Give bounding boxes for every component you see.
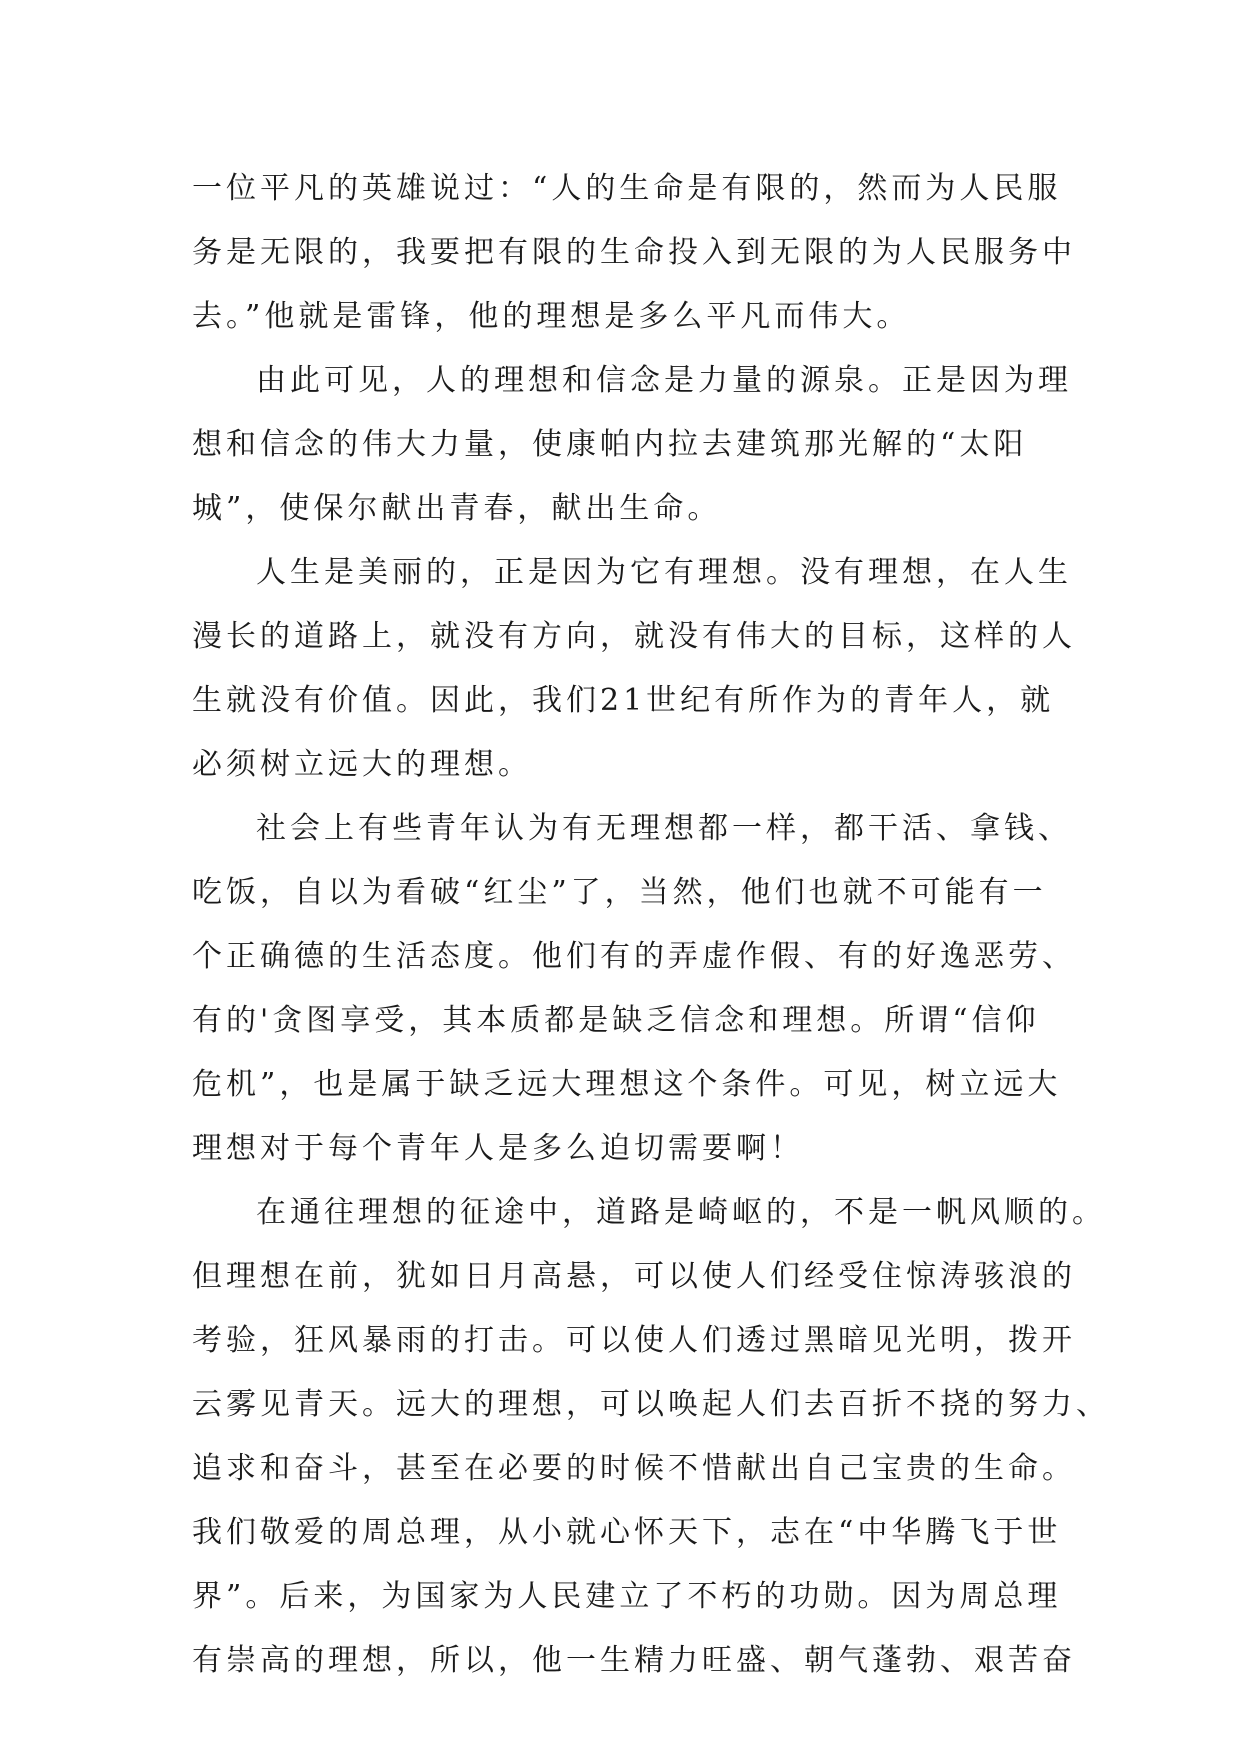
text-line: 漫长的道路上，就没有方向，就没有伟大的目标，这样的人	[192, 619, 1076, 654]
paragraph	[192, 1181, 1110, 1693]
text-line: 危机”，也是属于缺乏远大理想这个条件。可见，树立远大	[192, 1067, 1062, 1102]
text-line: 我们敬爱的周总理，从小就心怀天下，志在“中华腾飞于世	[192, 1515, 1062, 1550]
text-line: 人生是美丽的，正是因为它有理想。没有理想，在人生	[256, 555, 1072, 590]
text-line: 界”。后来，为国家为人民建立了不朽的功勋。因为周总理	[192, 1579, 1062, 1614]
text-line: 有崇高的理想，所以，他一生精力旺盛、朝气蓬勃、艰苦奋	[192, 1643, 1076, 1678]
paragraph	[192, 797, 1076, 1181]
paragraph	[192, 349, 1072, 541]
document-body	[192, 157, 1110, 1693]
text-line: 去。”他就是雷锋，他的理想是多么平凡而伟大。	[192, 299, 911, 334]
text-line: 个正确德的生活态度。他们有的弄虚作假、有的好逸恶劳、	[192, 939, 1076, 974]
text-line: 想和信念的伟大力量，使康帕内拉去建筑那光解的“太阳	[192, 427, 1028, 462]
text-line: 生就没有价值。因此，我们21世纪有所作为的青年人，就	[192, 683, 1055, 718]
paragraph	[192, 157, 1076, 349]
text-line: 必须树立远大的理想。	[192, 747, 532, 782]
text-line: 由此可见，人的理想和信念是力量的源泉。正是因为理	[256, 363, 1072, 398]
text-line: 在通往理想的征途中，道路是崎岖的，不是一帆风顺的。	[256, 1195, 1106, 1230]
text-line: 务是无限的，我要把有限的生命投入到无限的为人民服务中	[192, 235, 1076, 270]
text-line: 追求和奋斗，甚至在必要的时候不惜献出自己宝贵的生命。	[192, 1451, 1076, 1486]
text-line: 城”，使保尔献出青春，献出生命。	[192, 491, 722, 526]
text-line: 有的'贪图享受，其本质都是缺乏信念和理想。所谓“信仰	[192, 1003, 1040, 1038]
text-line: 吃饭，自以为看破“红尘”了，当然，他们也就不可能有一	[192, 875, 1047, 910]
text-line: 一位平凡的英雄说过：“人的生命是有限的，然而为人民服	[192, 171, 1062, 206]
text-line: 理想对于每个青年人是多么迫切需要啊！	[192, 1131, 804, 1166]
text-line: 考验，狂风暴雨的打击。可以使人们透过黑暗见光明，拨开	[192, 1323, 1076, 1358]
text-line: 云雾见青天。远大的理想，可以唤起人们去百折不挠的努力、	[192, 1387, 1110, 1422]
paragraph	[192, 541, 1076, 797]
text-line: 社会上有些青年认为有无理想都一样，都干活、拿钱、	[256, 811, 1072, 846]
text-line: 但理想在前，犹如日月高悬，可以使人们经受住惊涛骇浪的	[192, 1259, 1076, 1294]
